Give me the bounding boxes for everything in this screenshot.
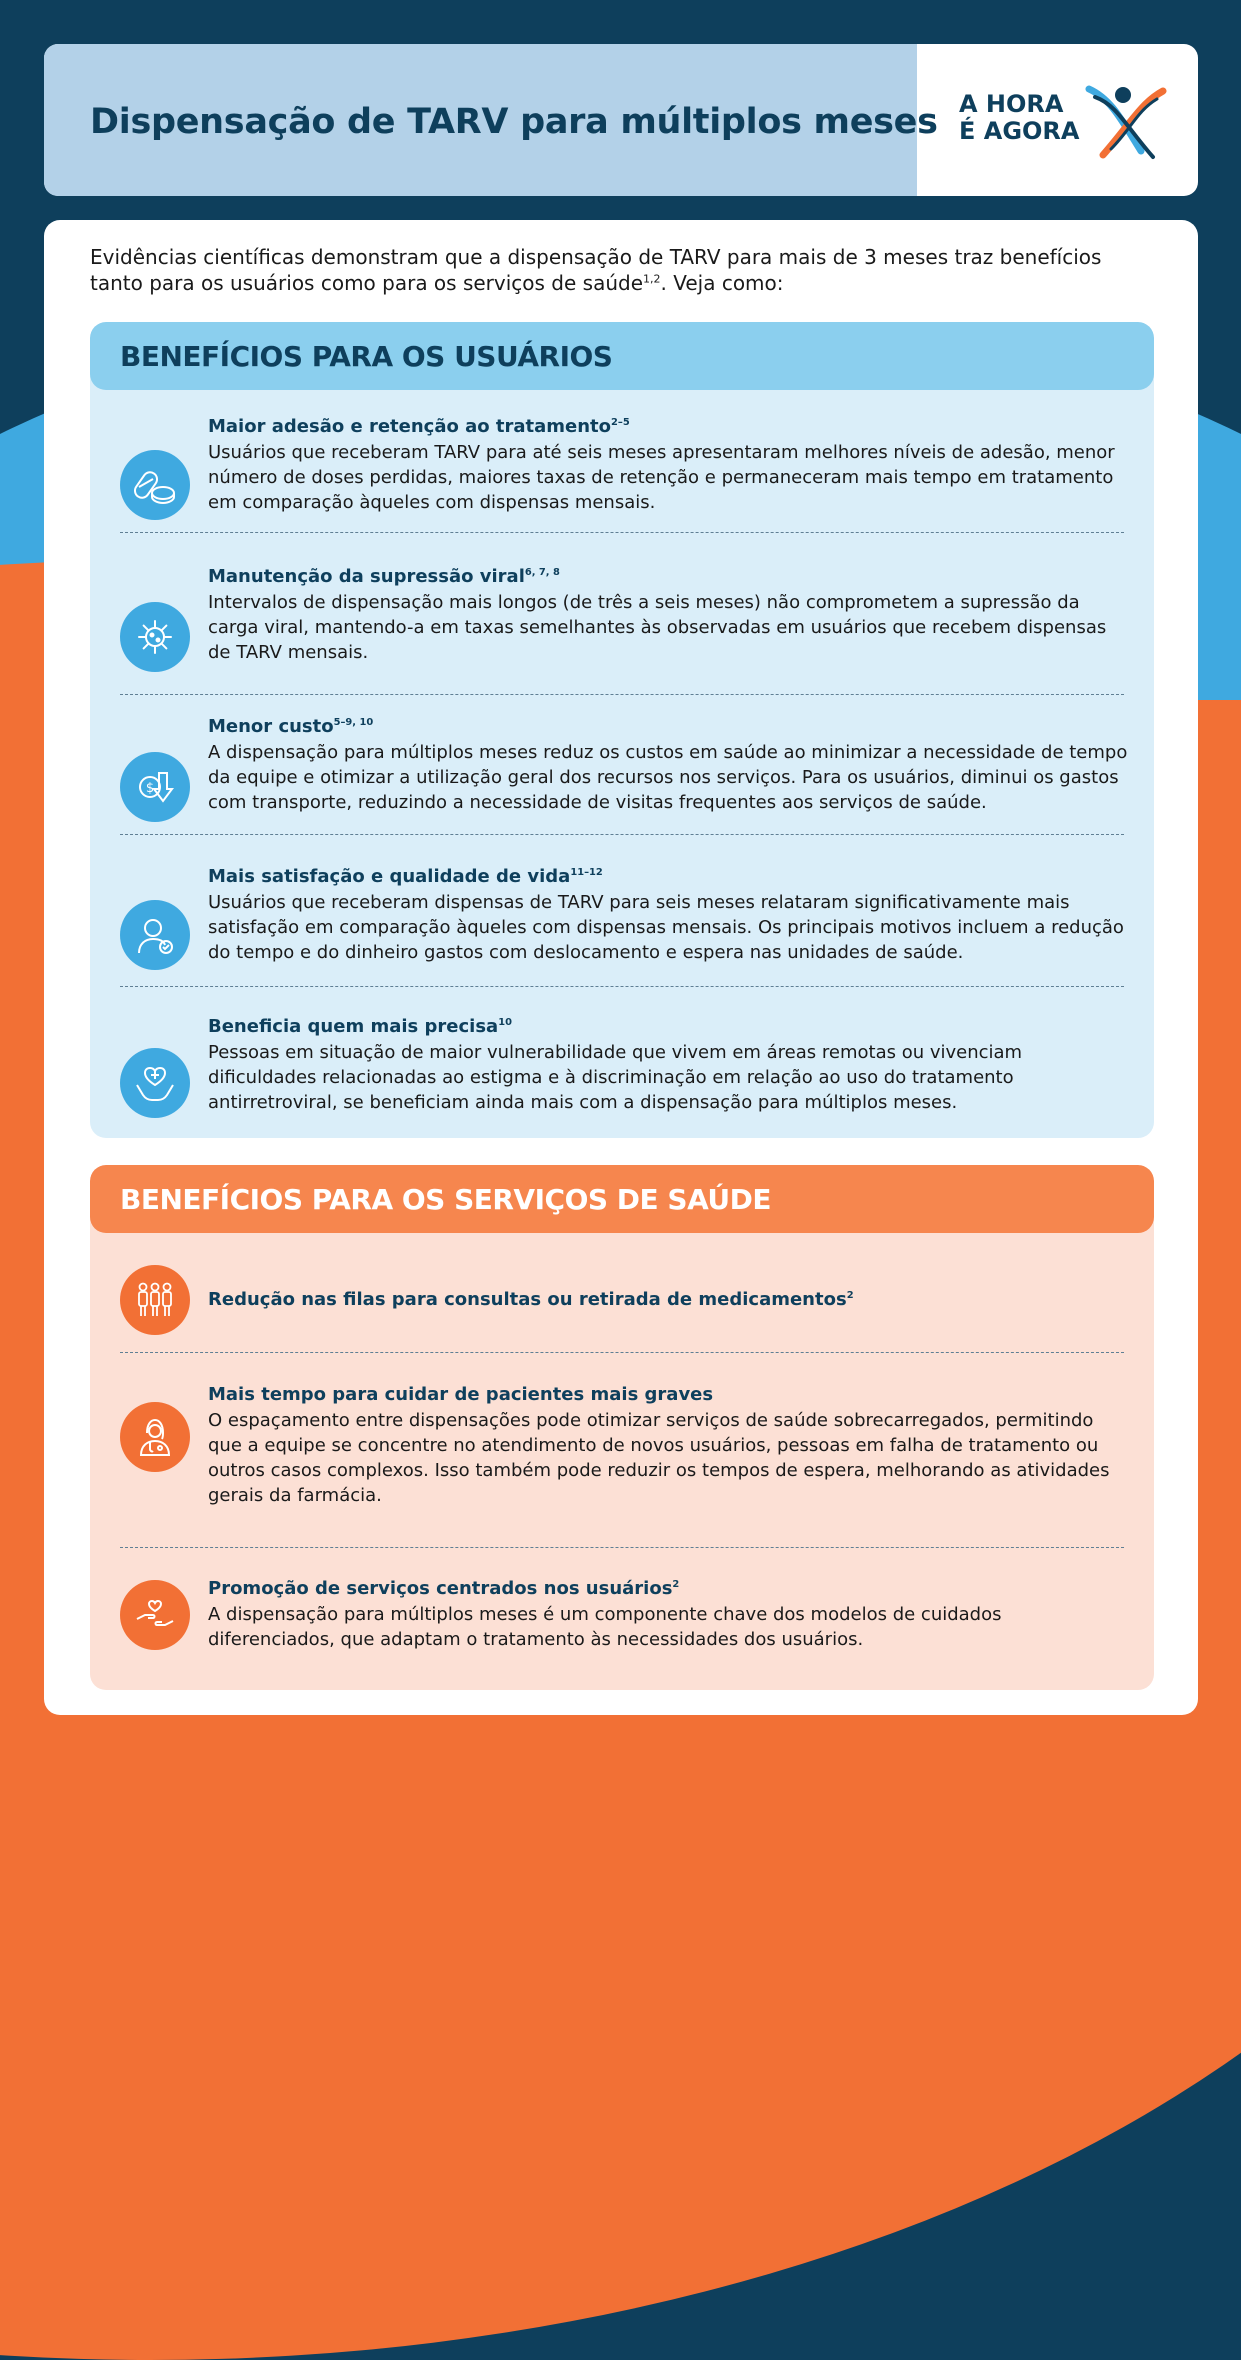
logo-line-2: É AGORA <box>959 117 1080 145</box>
care-hands-icon <box>120 1048 190 1118</box>
pills-icon <box>120 450 190 520</box>
logo-figure-icon <box>1081 79 1171 164</box>
intro-ref: 1,2 <box>643 272 661 286</box>
logo-text <box>959 91 1079 145</box>
item-text: O espaçamento entre dispensações pode otimizar serviços de saúde sobrecarregados, permitindo que a equipe se concentre no atendimento de novos usuários, pessoas em falha de tratamento ou outros casos complexos. Isso também pode reduzir os tempos de espera, melhorando as atividades gerais da farmácia. <box>208 1410 1110 1506</box>
item-title: Menor custo$^{5-9, 10}$ <box>208 716 374 737</box>
item-text: Intervalos de dispensação mais longos (de três a seis meses) não comprometem a supressão da carga viral, mantendo-a em taxas semelhantes às observadas em usuários que recebem dispensas de TARV mensais. <box>208 592 1107 663</box>
header-banner <box>44 44 1198 196</box>
divider <box>120 1352 1124 1353</box>
item-text: A dispensação para múltiplos meses reduz os custos em saúde ao minimizar a necessidade de tempo da equipe e otimizar a utilização geral dos recursos nos serviços. Para os usuários, diminui os gastos com transporte, reduzindo a necessidade de visitas frequentes aos serviços de saúde. <box>208 742 1128 813</box>
virus-icon <box>120 602 190 672</box>
item-title: Mais tempo para cuidar de pacientes mais graves <box>208 1384 714 1405</box>
item-title: Manutenção da supressão viral$^{6, 7, 8}$ <box>208 566 560 587</box>
satisfied-user-icon <box>120 900 190 970</box>
divider <box>120 986 1124 987</box>
intro-paragraph <box>90 244 1150 296</box>
intro-text: Evidências científicas demonstram que a dispensação de TARV para mais de 3 meses traz benefícios tanto para os usuários como para os serviços de saúde <box>90 245 1102 295</box>
item-text: Usuários que receberam TARV para até seis meses apresentaram melhores níveis de adesão, menor número de doses perdidas, maiores taxas de retenção e permaneceram mais tempo em tratamento em comparação àqueles com dispensas mensais. <box>208 442 1115 513</box>
page-title: Dispensação de TARV para múltiplos meses <box>90 102 938 142</box>
divider <box>120 1547 1124 1548</box>
item-title: Beneficia quem mais precisa$^{10}$ <box>208 1016 512 1037</box>
item-title: Mais satisfação e qualidade de vida$^{11-12}$ <box>208 866 603 887</box>
item-text: Pessoas em situação de maior vulnerabilidade que vivem em áreas remotas ou vivenciam dificuldades relacionadas ao estigma e à discriminação em relação ao uso do tratamento antirretroviral, se beneficiam ainda mais com a dispensação para múltiplos meses. <box>208 1042 1023 1113</box>
users-section-heading: BENEFÍCIOS PARA OS USUÁRIOS <box>90 322 1154 390</box>
intro-tail: . Veja como: <box>660 271 784 295</box>
divider <box>120 694 1124 695</box>
item-title: Maior adesão e retenção ao tratamento$^{2-5}$ <box>208 416 630 437</box>
services-benefits-section <box>90 1165 1154 1690</box>
handshake-heart-icon <box>120 1580 190 1650</box>
item-title: Redução nas filas para consultas ou retirada de medicamentos$^2$ <box>208 1289 854 1310</box>
campaign-logo <box>959 79 1169 164</box>
item-text: Usuários que receberam dispensas de TARV para seis meses relataram significativamente mais satisfação em comparação àqueles com dispensas mensais. Os principais motivos incluem a redução do tempo e do dinheiro gastos com deslocamento e espera nas unidades de saúde. <box>208 892 1124 963</box>
content-card <box>44 220 1198 1715</box>
logo-line-1: A HORA <box>959 90 1064 118</box>
doctor-icon <box>120 1402 190 1472</box>
queue-icon <box>120 1265 190 1335</box>
item-title: Promoção de serviços centrados nos usuários$^2$ <box>208 1578 680 1599</box>
users-benefits-section <box>90 322 1154 1138</box>
divider <box>120 834 1124 835</box>
divider <box>120 532 1124 533</box>
svg-text:$: $ <box>145 781 155 796</box>
services-section-heading: BENEFÍCIOS PARA OS SERVIÇOS DE SAÚDE <box>90 1165 1154 1233</box>
item-text: A dispensação para múltiplos meses é um componente chave dos modelos de cuidados diferenciados, que adaptam o tratamento às necessidades dos usuários. <box>208 1604 1002 1650</box>
cost-down-icon <box>120 752 190 822</box>
